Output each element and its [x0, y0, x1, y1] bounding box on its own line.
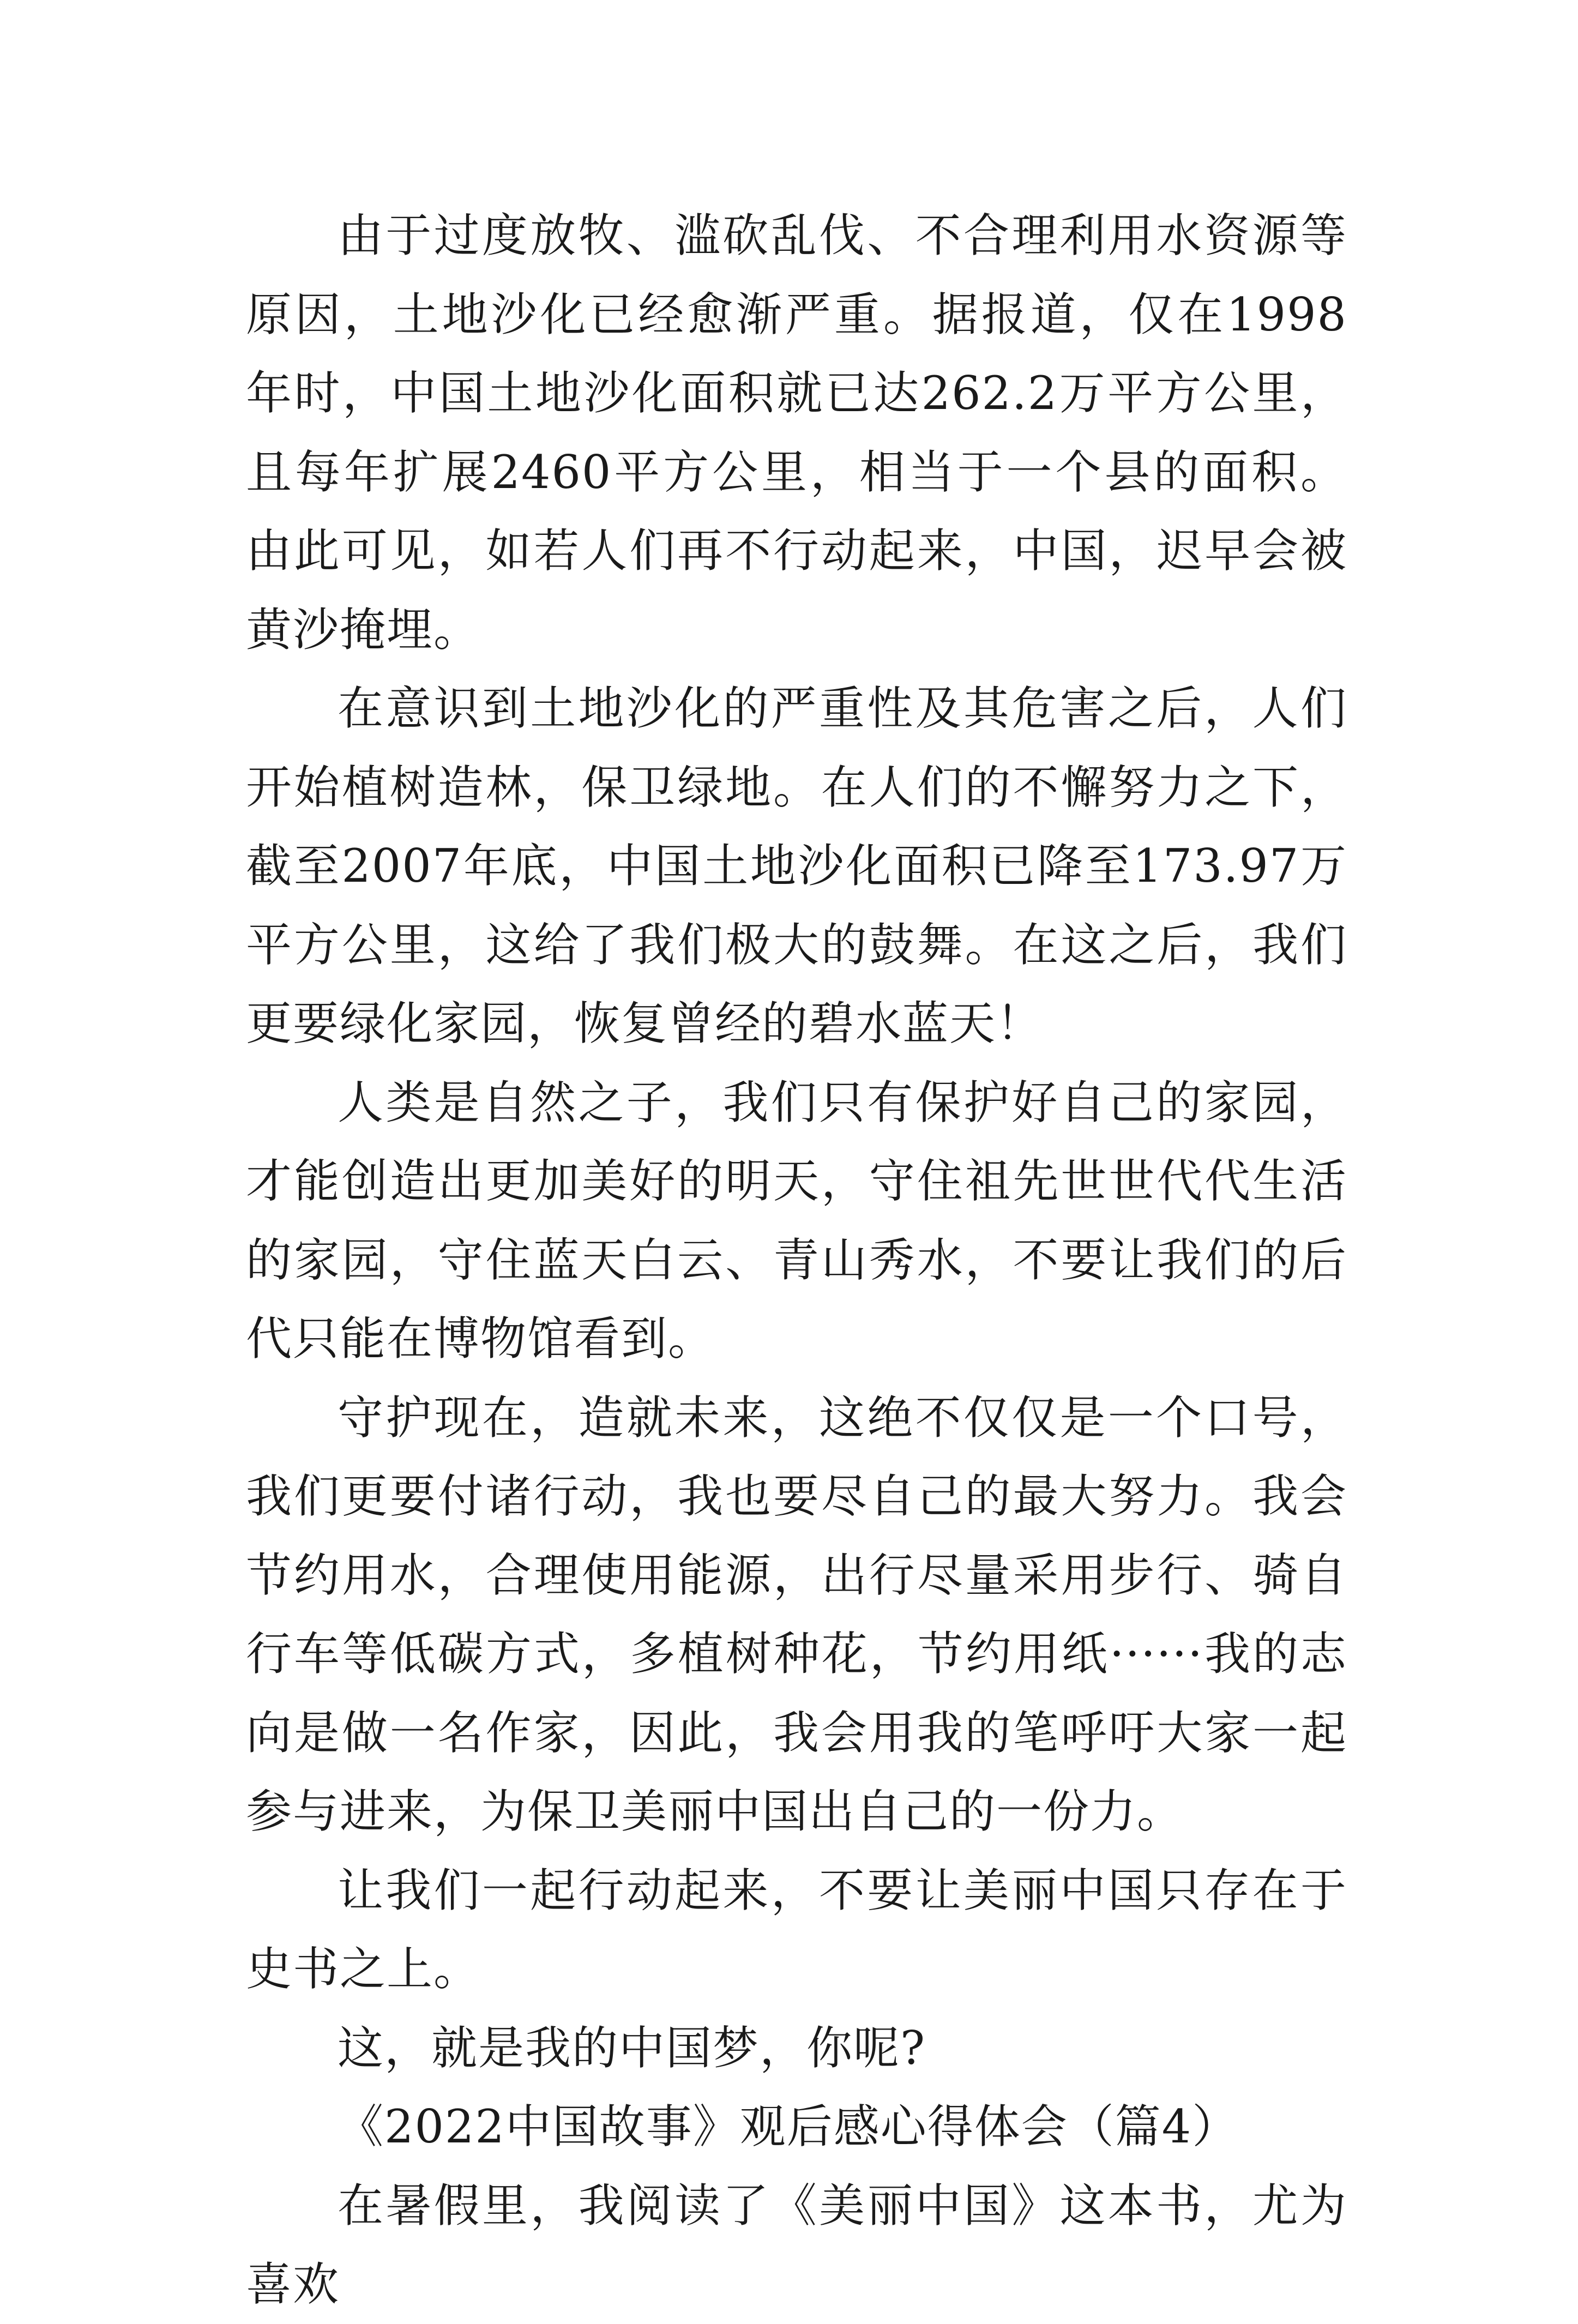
paragraph-desertification-causes: 由于过度放牧、滥砍乱伐、不合理利用水资源等原因，土地沙化已经愈渐严重。据报道，仅在1998年时，中国土地沙化面积就已达262.2万平方公里，且每年扩展2460平方公里，相当于一个县的面积。由此可见，如若人们再不行动起来，中国，迟早会被黄沙掩埋。 — [246, 209, 1347, 657]
paragraph-protect-homeland: 人类是自然之子，我们只有保护好自己的家园，才能创造出更加美好的明天，守住祖先世世代代生活的家园，守住蓝天白云、青山秀水，不要让我们的后代只能在博物馆看到。 — [246, 1075, 1347, 1365]
paragraph-call-to-action: 让我们一起行动起来，不要让美丽中国只存在于史书之上。 — [246, 1863, 1347, 1996]
paragraph-personal-actions: 守护现在，造就未来，这绝不仅仅是一个口号，我们更要付诸行动，我也要尽自己的最大努力。我会节约用水，合理使用能源，出行尽量采用步行、骑自行车等低碳方式，多植树种花，节约用纸······我的志向是做一名作家，因此，我会用我的笔呼吁大家一起参与进来，为保卫美丽中国出自己的一份力。 — [246, 1390, 1347, 1838]
document-body — [246, 196, 1347, 2324]
paragraph-afforestation-progress: 在意识到土地沙化的严重性及其危害之后，人们开始植树造林，保卫绿地。在人们的不懈努力之下，截至2007年底，中国土地沙化面积已降至173.97万平方公里，这给了我们极大的鼓舞。在这之后，我们更要绿化家园，恢复曾经的碧水蓝天！ — [246, 682, 1347, 1050]
section-heading: 《2022中国故事》观后感心得体会（篇4） — [338, 2100, 1239, 2153]
paragraph-summer-reading: 在暑假里，我阅读了《美丽中国》这本书，尤为喜欢 — [246, 2178, 1347, 2311]
paragraph-china-dream: 这，就是我的中国梦，你呢? — [338, 2021, 926, 2075]
